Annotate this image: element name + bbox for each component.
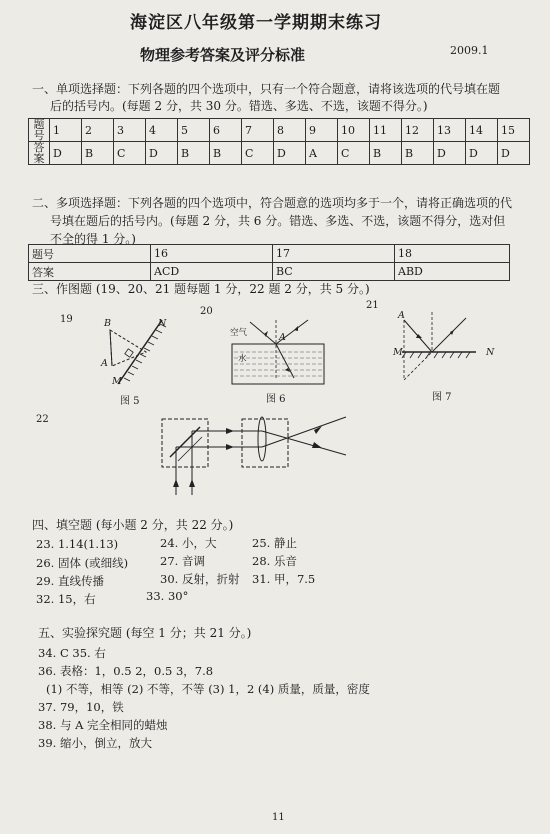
fig21-diagram	[390, 310, 490, 382]
table-cell: B	[210, 142, 242, 165]
answer-line: 39. 缩小，倒立，放大	[38, 736, 152, 750]
table-cell: 17	[273, 245, 395, 263]
fig19-label-n: N	[158, 318, 167, 329]
table-cell: 18	[395, 245, 510, 263]
table-cell: A	[306, 142, 338, 165]
fig19-label-m: M	[112, 376, 122, 387]
fig20-number: 20	[200, 306, 213, 317]
page-number: 11	[272, 812, 285, 823]
answer-item: 31. 甲，7.5	[252, 572, 316, 586]
row-label-answer: 答案	[29, 142, 50, 165]
fig21-number: 21	[366, 300, 379, 311]
table-cell: 10	[338, 119, 370, 142]
answer-item: 25. 静止	[252, 536, 297, 550]
answer-item: 29. 直线传播	[36, 574, 104, 588]
fig20-label-air: 空气	[230, 328, 248, 338]
table-cell: B	[82, 142, 114, 165]
answer-line: 37. 79，10，铁	[38, 700, 124, 714]
table-row	[29, 263, 510, 281]
answer-item: 26. 固体 (或细线)	[36, 556, 129, 570]
table-cell: B	[402, 142, 434, 165]
multi-choice-table	[28, 244, 510, 281]
table-cell: 12	[402, 119, 434, 142]
fig20-caption: 图 6	[266, 394, 286, 405]
table-row	[29, 119, 530, 142]
table-cell: C	[242, 142, 274, 165]
table-cell: 11	[370, 119, 402, 142]
table-cell: 1	[50, 119, 82, 142]
section2-line1: 二、多项选择题：下列各题的四个选项中，符合题意的选项均多于一个，请将正确选项的代	[32, 196, 513, 210]
table-cell: D	[274, 142, 306, 165]
answer-item: 33. 30°	[146, 589, 189, 603]
date: 2009.1	[450, 44, 489, 57]
table-cell: D	[498, 142, 530, 165]
answer-item: 27. 音调	[160, 554, 205, 568]
fig19-label-b: B	[104, 318, 111, 329]
table-cell: D	[146, 142, 178, 165]
table-cell: 5	[178, 119, 210, 142]
section1-line1: 一、单项选择题：下列各题的四个选项中，只有一个符合题意，请将该选项的代号填在题	[32, 82, 501, 96]
row-label-answer: 答案	[29, 263, 151, 281]
page-title: 海淀区八年级第一学期期末练习	[130, 13, 382, 33]
section3-heading: 三、作图题 (19、20、21 题每题 1 分，22 题 2 分，共 5 分。)	[32, 282, 370, 296]
table-cell: 8	[274, 119, 306, 142]
fig20-label-water: 水	[238, 354, 247, 364]
fig22-number: 22	[36, 414, 49, 425]
answer-item: 28. 乐音	[252, 554, 297, 568]
answer-item: 23. 1.14(1.13)	[36, 537, 119, 551]
single-choice-table	[28, 118, 530, 165]
table-cell: D	[50, 142, 82, 165]
answer-line: 36. 表格：1，0.5 2，0.5 3，7.8	[38, 664, 214, 678]
section5-heading: 五、实验探究题 (每空 1 分；共 21 分。)	[38, 626, 252, 640]
fig21-label-a: A	[398, 310, 405, 321]
row-label-number: 题号	[29, 119, 50, 142]
table-cell: ABD	[395, 263, 510, 281]
table-cell: 2	[82, 119, 114, 142]
answer-line: 34. C 35. 右	[38, 646, 106, 660]
section2-line2: 号填在题后的括号内。(每题 2 分，共 6 分。错选、多选、不选，该题不得分，选对但	[50, 214, 506, 228]
table-cell: C	[114, 142, 146, 165]
table-cell: D	[434, 142, 466, 165]
section4-heading: 四、填空题 (每小题 2 分，共 22 分。)	[32, 518, 234, 532]
answer-item: 24. 小，大	[160, 536, 217, 550]
page-subtitle: 物理参考答案及评分标准	[140, 46, 306, 64]
fig19-label-a: A	[101, 358, 108, 369]
fig19-caption: 图 5	[120, 396, 140, 407]
table-cell: 9	[306, 119, 338, 142]
fig20-label-a: A	[279, 332, 286, 343]
section1-line2: 后的括号内。(每题 2 分，共 30 分。错选、多选、不选，该题不得分。)	[50, 99, 428, 113]
fig21-caption: 图 7	[432, 392, 452, 403]
section2-line3: 不全的得 1 分。)	[50, 232, 136, 246]
table-cell: 6	[210, 119, 242, 142]
table-cell: 3	[114, 119, 146, 142]
table-row	[29, 142, 530, 165]
table-cell: C	[338, 142, 370, 165]
table-row	[29, 245, 510, 263]
table-cell: 14	[466, 119, 498, 142]
table-cell: 4	[146, 119, 178, 142]
answer-line: 38. 与 A 完全相同的蜡烛	[38, 718, 168, 732]
table-cell: 16	[151, 245, 273, 263]
table-cell: ACD	[151, 263, 273, 281]
table-cell: 13	[434, 119, 466, 142]
table-cell: BC	[273, 263, 395, 281]
table-cell: 15	[498, 119, 530, 142]
row-label-number: 题号	[29, 245, 151, 263]
answer-line: (1) 不等，相等 (2) 不等，不等 (3) 1，2 (4) 质量，质量，密度	[46, 682, 370, 696]
fig21-label-n: N	[486, 347, 495, 358]
fig22-diagram	[156, 405, 356, 501]
answer-item: 30. 反射，折射	[160, 572, 240, 586]
answer-item: 32. 15，右	[36, 592, 96, 606]
table-cell: B	[370, 142, 402, 165]
fig19-number: 19	[60, 314, 73, 325]
fig21-label-m: M	[393, 347, 403, 358]
table-cell: 7	[242, 119, 274, 142]
table-cell: D	[466, 142, 498, 165]
table-cell: B	[178, 142, 210, 165]
